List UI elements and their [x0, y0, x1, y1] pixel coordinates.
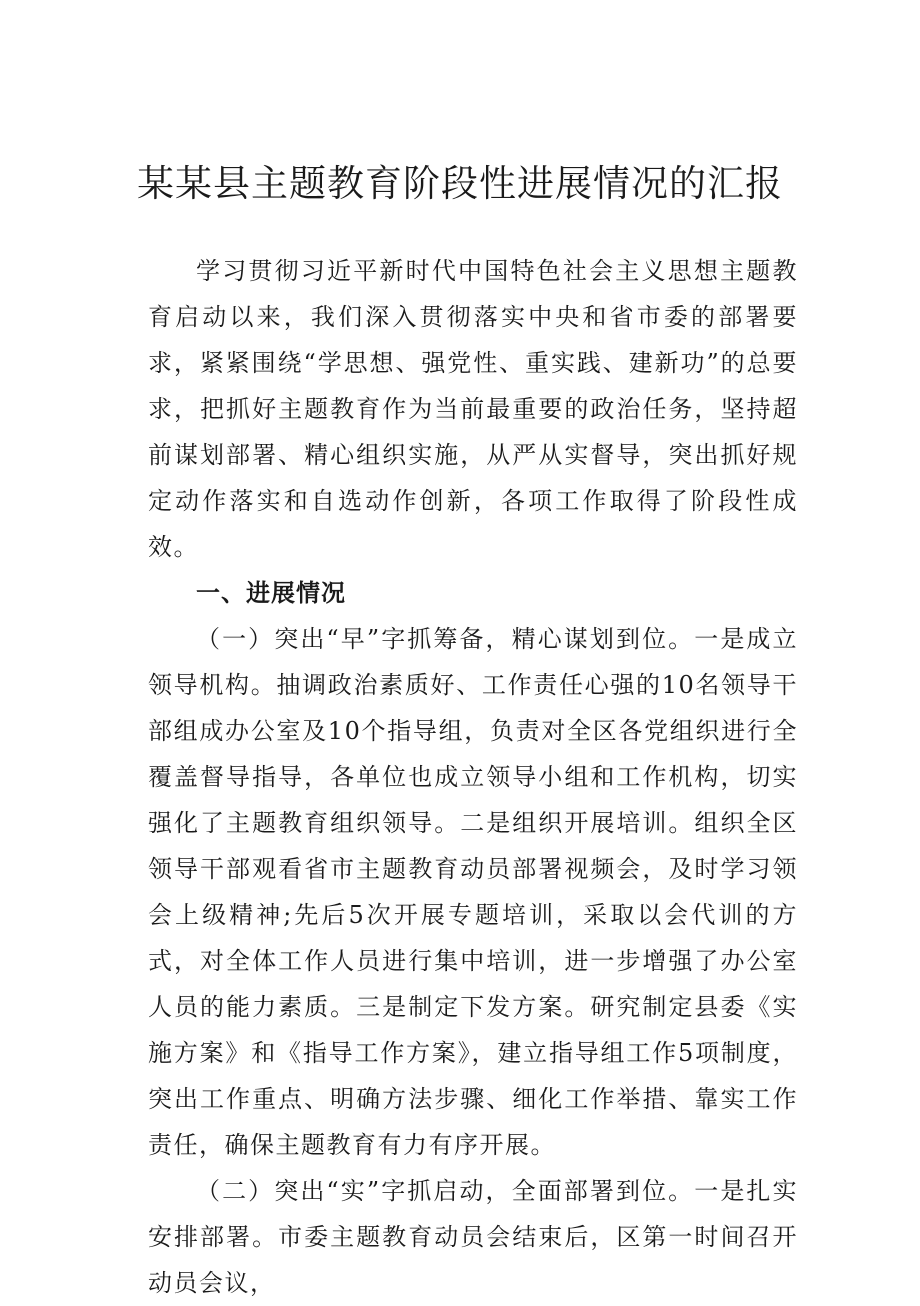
intro-paragraph: 学习贯彻习近平新时代中国特色社会主义思想主题教育启动以来，我们深入贯彻落实中央和省市委的部署要求，紧紧围绕“学思想、强党性、重实践、建新功”的总要求，把抓好主题教育作为当前最重要的政治任务，坚持超前谋划部署、精心组织实施，从严从实督导，突出抓好规定动作落实和自选动作创新，各项工作取得了阶段性成效。 [148, 257, 798, 561]
section-heading: 一、进展情况 [196, 579, 346, 607]
paragraph-1: （一）突出“早”字抓筹备，精心谋划到位。一是成立领导机构。抽调政治素质好、工作责任心强的10名领导干部组成办公室及10个指导组，负责对全区各党组织进行全覆盖督导指导，各单位也成立领导小组和工作机构，切实强化了主题教育组织领导。二是组织开展培训。组织全区领导干部观看省市主题教育动员部署视频会，及时学习领会上级精神;先后5次开展专题培训，采取以会代训的方式，对全体工作人员进行集中培训，进一步增强了办公室人员的能力素质。三是制定下发方案。研究制定县委《实施方案》和《指导工作方案》，建立指导组工作5项制度，突出工作重点、明确方法步骤、细化工作举措、靠实工作责任，确保主题教育有力有序开展。 [148, 625, 798, 1159]
document-body [148, 248, 798, 1306]
paragraph-2: （二）突出“实”字抓启动，全面部署到位。一是扎实安排部署。市委主题教育动员会结束后，区第一时间召开动员会议， [148, 1177, 798, 1297]
document-title: 某某县主题教育阶段性进展情况的汇报 [137, 162, 783, 205]
